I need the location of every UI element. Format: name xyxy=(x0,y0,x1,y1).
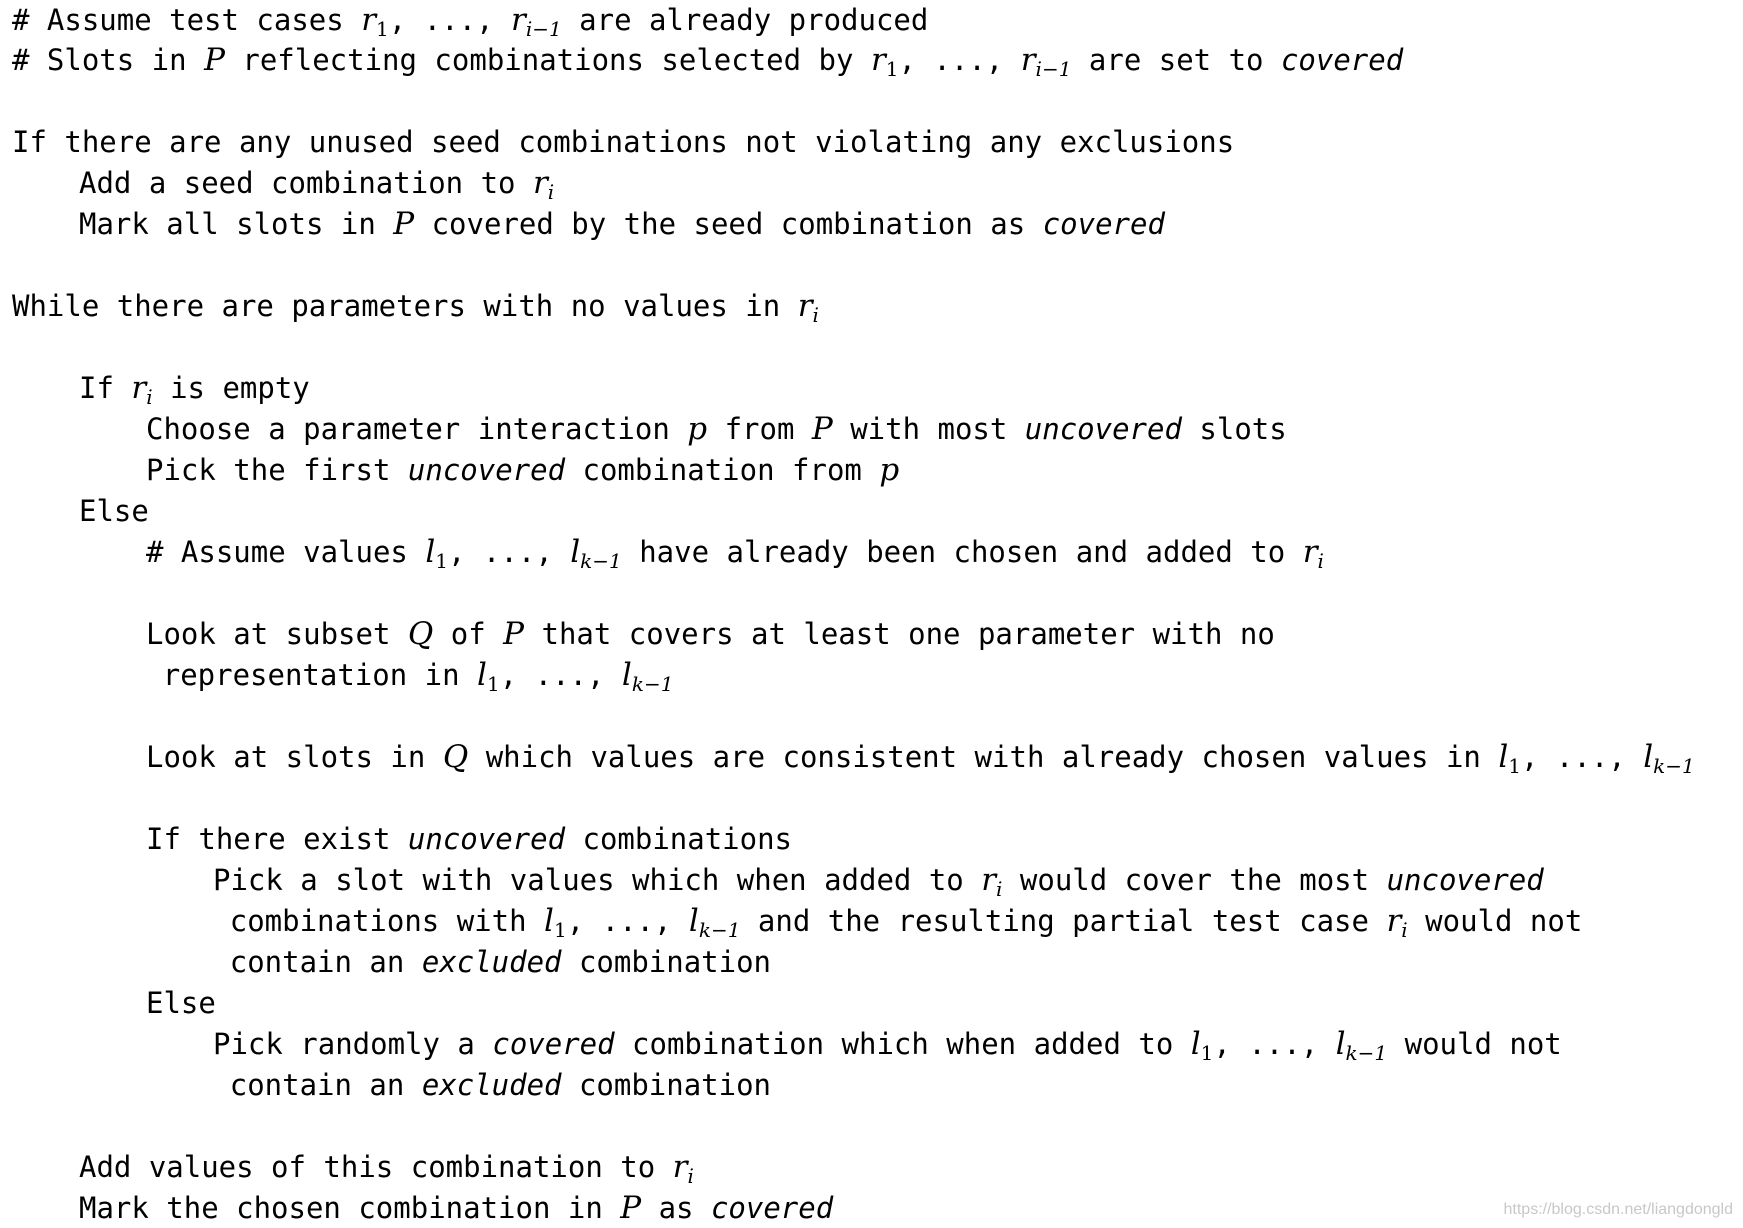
math-symbol: p xyxy=(879,452,900,488)
line-text: Mark the chosen combination in xyxy=(79,1191,621,1225)
line-text: combination xyxy=(561,945,772,979)
line-text: Pick the first xyxy=(146,453,408,487)
math-symbol: r xyxy=(870,42,886,78)
line-text: , ..., xyxy=(388,3,511,37)
line-text: from xyxy=(707,412,812,446)
math-subscript: i xyxy=(812,303,819,327)
line-text: covered by the seed combination as xyxy=(414,207,1043,241)
line-text: While there are parameters with no values in xyxy=(12,289,798,323)
line-text: Pick a slot with values which when added to xyxy=(213,863,982,897)
math-subscript: i xyxy=(1401,918,1408,942)
pseudocode-line xyxy=(230,901,1583,941)
line-text: , ..., xyxy=(499,658,622,692)
math-symbol: P xyxy=(503,616,525,652)
line-text: uncovered xyxy=(1024,412,1182,446)
math-symbol: l xyxy=(544,903,554,939)
math-symbol: l xyxy=(1190,1026,1201,1062)
line-text: and the resulting partial test case xyxy=(740,904,1387,938)
line-text: is empty xyxy=(152,371,310,405)
line-text: with most xyxy=(832,412,1025,446)
math-subscript: k−1 xyxy=(631,672,674,696)
math-subscript: k−1 xyxy=(1345,1041,1388,1065)
pseudocode-line xyxy=(79,1188,833,1228)
math-symbol: r xyxy=(1386,903,1402,939)
line-text: combination xyxy=(561,1068,772,1102)
line-text: covered xyxy=(1280,43,1404,77)
pseudocode-line xyxy=(146,614,1275,654)
line-text: , ..., xyxy=(1213,1027,1336,1061)
pseudocode-line xyxy=(146,409,1287,449)
math-subscript: 1 xyxy=(885,57,899,81)
math-subscript: i−1 xyxy=(1035,57,1072,81)
math-symbol: r xyxy=(510,2,526,38)
line-text: Look at slots in xyxy=(146,740,443,774)
line-text: combination which when added to xyxy=(614,1027,1191,1061)
line-text: excluded xyxy=(421,1068,562,1102)
math-subscript: 1 xyxy=(1508,754,1521,778)
line-text: reflecting combinations selected by xyxy=(224,43,871,77)
pseudocode-line xyxy=(79,163,554,203)
line-text: # Assume test cases xyxy=(12,3,362,37)
line-text: combinations with xyxy=(229,904,545,938)
math-symbol: r xyxy=(672,1149,688,1185)
math-symbol: p xyxy=(687,411,708,447)
line-text: as xyxy=(641,1191,711,1225)
pseudocode-line xyxy=(79,204,1165,244)
line-text: Else xyxy=(146,986,216,1020)
math-subscript: 1 xyxy=(435,549,449,573)
math-symbol: Q xyxy=(442,739,469,775)
line-text: contain an xyxy=(229,945,422,979)
line-text: slots xyxy=(1181,412,1287,446)
pseudocode-line xyxy=(12,40,1403,80)
pseudocode-line xyxy=(230,942,771,982)
math-subscript: k−1 xyxy=(1653,754,1695,778)
line-text: Mark all slots in xyxy=(79,207,394,241)
pseudocode-line xyxy=(79,368,310,408)
math-subscript: k−1 xyxy=(698,918,741,942)
math-subscript: i xyxy=(547,180,555,204)
line-text: Choose a parameter interaction xyxy=(146,412,688,446)
line-text: uncovered xyxy=(407,822,566,856)
pseudocode-line xyxy=(146,819,792,859)
pseudocode-line xyxy=(163,655,674,695)
math-subscript: i−1 xyxy=(525,17,562,41)
math-symbol: l xyxy=(621,657,632,693)
pseudocode-line xyxy=(79,491,149,531)
math-subscript: k−1 xyxy=(580,549,622,573)
pseudocode-line xyxy=(146,983,216,1023)
line-text: Pick randomly a xyxy=(213,1027,493,1061)
math-subscript: i xyxy=(1317,549,1324,573)
pseudocode-line xyxy=(12,122,1234,162)
line-text: If there exist xyxy=(146,822,408,856)
line-text: covered xyxy=(492,1027,615,1061)
math-symbol: l xyxy=(688,903,699,939)
math-subscript: 1 xyxy=(1200,1041,1214,1065)
pseudocode-line xyxy=(146,450,899,490)
pseudocode-line xyxy=(213,1024,1562,1064)
math-symbol: P xyxy=(811,411,833,447)
math-symbol: r xyxy=(361,2,377,38)
math-symbol: r xyxy=(797,288,813,324)
math-symbol: r xyxy=(532,165,548,201)
math-subscript: 1 xyxy=(553,918,567,942)
math-symbol: l xyxy=(1335,1026,1346,1062)
math-symbol: r xyxy=(1302,534,1318,570)
line-text: If xyxy=(79,371,132,405)
math-symbol: r xyxy=(1020,42,1036,78)
line-text: representation in xyxy=(162,658,478,692)
line-text: Add a seed combination to xyxy=(79,166,533,200)
math-symbol: l xyxy=(570,534,581,570)
math-symbol: l xyxy=(1643,739,1654,775)
math-symbol: l xyxy=(425,534,436,570)
line-text: are already produced xyxy=(561,3,929,37)
math-subscript: i xyxy=(146,385,153,409)
line-text: of xyxy=(433,617,504,651)
line-text: that covers at least one parameter with no xyxy=(524,617,1275,651)
line-text: excluded xyxy=(421,945,562,979)
line-text: combinations xyxy=(565,822,793,856)
line-text: covered xyxy=(1042,207,1165,241)
line-text: , ..., xyxy=(448,535,571,569)
math-symbol: P xyxy=(204,42,225,78)
line-text: uncovered xyxy=(407,453,566,487)
line-text: # Slots in xyxy=(12,43,205,77)
line-text: have already been chosen and added to xyxy=(621,535,1303,569)
line-text: If there are any unused seed combinations not violating any exclusions xyxy=(12,125,1235,159)
math-symbol: l xyxy=(477,657,487,693)
math-subscript: i xyxy=(996,877,1003,901)
math-symbol: Q xyxy=(407,616,434,652)
pseudocode-line xyxy=(230,1065,771,1105)
watermark: https://blog.csdn.net/liangdongld xyxy=(1503,1201,1733,1218)
line-text: , ..., xyxy=(1521,740,1644,774)
pseudocode-line xyxy=(79,1147,694,1187)
pseudocode-line xyxy=(146,737,1695,777)
math-subscript: i xyxy=(687,1164,694,1188)
line-text: covered xyxy=(710,1191,834,1225)
line-text: , ..., xyxy=(566,904,689,938)
line-text: Add values of this combination to xyxy=(79,1150,673,1184)
pseudocode-line xyxy=(12,0,928,40)
math-symbol: r xyxy=(131,370,147,406)
line-text: would cover the most xyxy=(1002,863,1387,897)
pseudocode-line xyxy=(12,286,819,326)
math-symbol: P xyxy=(393,206,415,242)
line-text: would not xyxy=(1407,904,1583,938)
pseudocode-line xyxy=(146,532,1324,572)
math-symbol: P xyxy=(620,1190,642,1226)
math-subscript: 1 xyxy=(376,17,389,41)
line-text: Else xyxy=(79,494,149,528)
line-text: , ..., xyxy=(898,43,1021,77)
line-text: are set to xyxy=(1071,43,1281,77)
line-text: uncovered xyxy=(1386,863,1544,897)
math-symbol: r xyxy=(981,862,997,898)
pseudocode-line xyxy=(213,860,1544,900)
line-text: Look at subset xyxy=(146,617,408,651)
line-text: contain an xyxy=(229,1068,422,1102)
line-text: which values are consistent with already chosen values in xyxy=(468,740,1499,774)
line-text: combination from xyxy=(565,453,880,487)
line-text: # Assume values xyxy=(146,535,426,569)
math-symbol: l xyxy=(1498,739,1509,775)
line-text: would not xyxy=(1387,1027,1562,1061)
math-subscript: 1 xyxy=(486,672,500,696)
